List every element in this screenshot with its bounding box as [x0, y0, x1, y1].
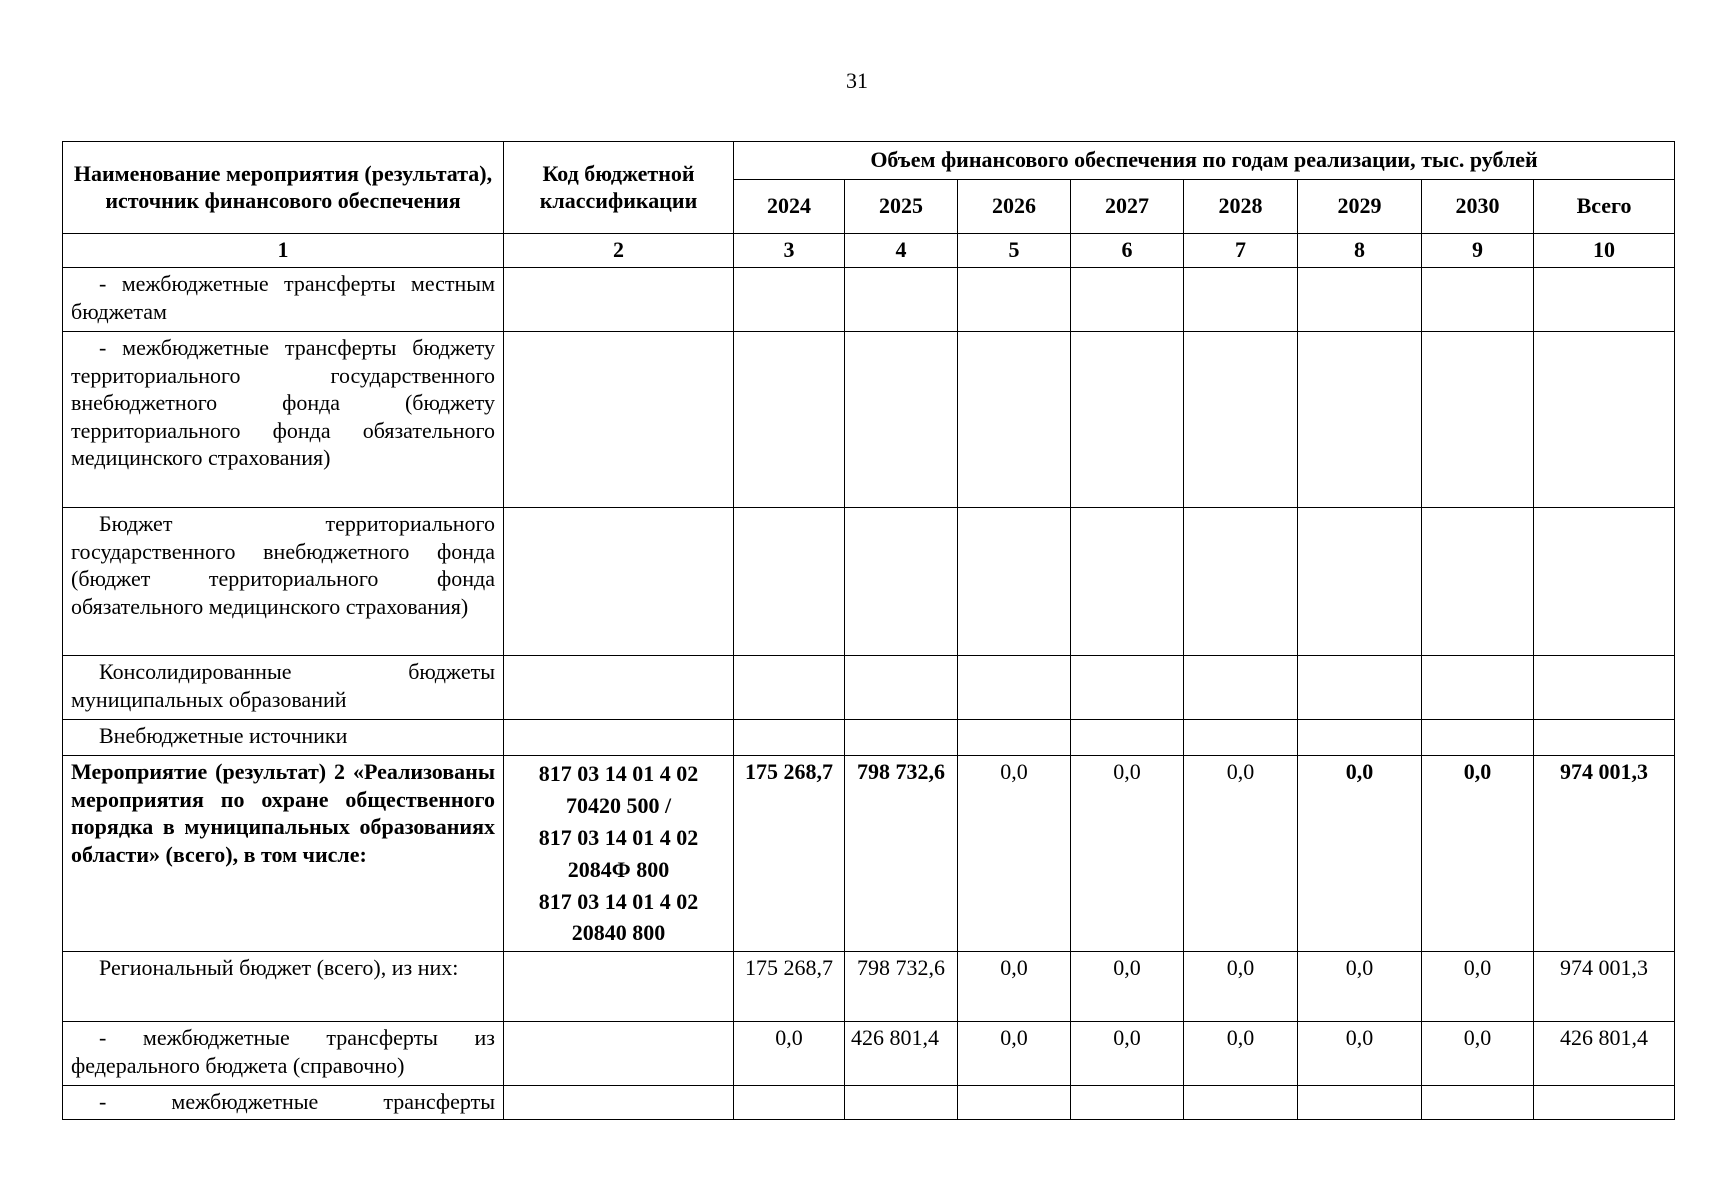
row-name: Бюджет территориального государственного внебюджетного фонда (бюджет территориального фонда обязательного медицинского страхования) — [63, 508, 504, 656]
row-name: - межбюджетные трансферты из федерального бюджета (справочно) — [63, 1022, 504, 1086]
row-value — [1534, 720, 1675, 756]
row-code — [504, 508, 734, 656]
row-value — [845, 656, 958, 720]
row-value: 0,0 — [958, 756, 1071, 952]
table-row — [63, 1022, 1675, 1086]
header-year: 2024 — [734, 180, 845, 234]
row-value — [734, 720, 845, 756]
row-value: 0,0 — [1298, 756, 1422, 952]
row-value — [958, 508, 1071, 656]
header-year: 2026 — [958, 180, 1071, 234]
row-value — [958, 656, 1071, 720]
row-value: 974 001,3 — [1534, 952, 1675, 1022]
row-name: - межбюджетные трансферты бюджету территориального государственного внебюджетного фонда (бюджету территориального фонда обязательного медицинского страхования) — [63, 332, 504, 508]
row-code — [504, 268, 734, 332]
row-value — [958, 720, 1071, 756]
row-name: Мероприятие (результат) 2 «Реализованы мероприятия по охране общественного порядка в муниципальных образованиях области» (всего), в том числе: — [63, 756, 504, 952]
row-name: - межбюджетные трансферты — [63, 1086, 504, 1120]
row-value — [1298, 1086, 1422, 1120]
page-number: 31 — [846, 68, 868, 93]
row-value — [1298, 332, 1422, 508]
row-value: 0,0 — [958, 952, 1071, 1022]
row-name: Консолидированные бюджеты муниципальных образований — [63, 656, 504, 720]
row-value — [734, 656, 845, 720]
column-number: 8 — [1298, 234, 1422, 268]
row-value — [1534, 1086, 1675, 1120]
row-value: 0,0 — [1422, 1022, 1534, 1086]
row-value — [1298, 720, 1422, 756]
row-value: 0,0 — [1298, 1022, 1422, 1086]
row-value — [1184, 656, 1298, 720]
row-value — [958, 1086, 1071, 1120]
row-value: 426 801,4 — [845, 1022, 958, 1086]
row-value — [1422, 508, 1534, 656]
row-value — [1422, 720, 1534, 756]
row-value — [845, 508, 958, 656]
budget-code-line: 817 03 14 01 4 02 — [538, 761, 699, 786]
row-value — [845, 720, 958, 756]
row-value — [1184, 720, 1298, 756]
row-value — [958, 332, 1071, 508]
budget-code-line: 2084Ф 800 — [567, 856, 670, 882]
table-row — [63, 1086, 1675, 1120]
row-value — [734, 1086, 845, 1120]
row-value — [1298, 656, 1422, 720]
row-value — [1534, 656, 1675, 720]
row-value — [1071, 1086, 1184, 1120]
row-value — [1534, 332, 1675, 508]
row-value: 798 732,6 — [845, 952, 958, 1022]
row-value — [734, 268, 845, 332]
budget-code-line: 70420 500 / — [565, 792, 672, 818]
row-value: 0,0 — [1298, 952, 1422, 1022]
header-year: 2030 — [1422, 180, 1534, 234]
header-total: Всего — [1534, 180, 1675, 234]
column-number: 7 — [1184, 234, 1298, 268]
row-value — [1071, 332, 1184, 508]
budget-code-line: 817 03 14 01 4 02 — [538, 824, 699, 850]
budget-code-line: 817 03 14 01 4 02 — [538, 888, 699, 914]
row-value: 0,0 — [1071, 952, 1184, 1022]
row-value: 798 732,6 — [845, 756, 958, 952]
column-number: 5 — [958, 234, 1071, 268]
row-value: 0,0 — [1071, 756, 1184, 952]
table-row — [63, 720, 1675, 756]
column-number: 4 — [845, 234, 958, 268]
header-year: 2025 — [845, 180, 958, 234]
row-value — [1071, 720, 1184, 756]
row-value: 0,0 — [1184, 756, 1298, 952]
row-value — [845, 1086, 958, 1120]
row-value — [1422, 332, 1534, 508]
table-row — [63, 508, 1675, 656]
row-value — [1422, 268, 1534, 332]
column-number: 3 — [734, 234, 845, 268]
row-value — [845, 268, 958, 332]
row-value: 0,0 — [1422, 756, 1534, 952]
row-name: - межбюджетные трансферты местным бюджетам — [63, 268, 504, 332]
row-code — [504, 756, 734, 952]
column-number: 10 — [1534, 234, 1675, 268]
column-number: 9 — [1422, 234, 1534, 268]
row-value — [1534, 268, 1675, 332]
row-value: 0,0 — [958, 1022, 1071, 1086]
header-year: 2027 — [1071, 180, 1184, 234]
row-code — [504, 1086, 734, 1120]
table-row-activity — [63, 756, 1675, 952]
row-value — [1298, 268, 1422, 332]
row-value: 175 268,7 — [734, 756, 845, 952]
row-code — [504, 332, 734, 508]
row-value — [1071, 508, 1184, 656]
financing-table — [62, 141, 1675, 1120]
budget-code-line: 20840 800 — [571, 920, 666, 946]
header-name: Наименование мероприятия (результата), источник финансового обеспечения — [63, 142, 504, 234]
table-row — [63, 952, 1675, 1022]
row-value — [1071, 656, 1184, 720]
row-value — [1184, 332, 1298, 508]
column-number: 6 — [1071, 234, 1184, 268]
header-volume: Объем финансового обеспечения по годам реализации, тыс. рублей — [734, 142, 1675, 180]
row-value — [1184, 268, 1298, 332]
row-value — [734, 508, 845, 656]
row-value — [1184, 1086, 1298, 1120]
row-value: 974 001,3 — [1534, 756, 1675, 952]
table-row — [63, 268, 1675, 332]
row-value — [1184, 508, 1298, 656]
row-code — [504, 656, 734, 720]
table-row — [63, 656, 1675, 720]
header-code: Код бюджетной классификации — [504, 142, 734, 234]
row-value — [734, 332, 845, 508]
row-value: 0,0 — [1184, 952, 1298, 1022]
table-row — [63, 332, 1675, 508]
header-year: 2029 — [1298, 180, 1422, 234]
row-value: 0,0 — [1071, 1022, 1184, 1086]
row-code — [504, 720, 734, 756]
row-value — [1071, 268, 1184, 332]
row-value: 0,0 — [734, 1022, 845, 1086]
row-code — [504, 952, 734, 1022]
row-name: Региональный бюджет (всего), из них: — [63, 952, 504, 1022]
row-code — [504, 1022, 734, 1086]
header-year: 2028 — [1184, 180, 1298, 234]
row-value — [1534, 508, 1675, 656]
column-number-row — [63, 234, 1675, 268]
column-number: 1 — [63, 234, 504, 268]
row-value: 0,0 — [1422, 952, 1534, 1022]
row-value — [1422, 656, 1534, 720]
row-value: 175 268,7 — [734, 952, 845, 1022]
row-name: Внебюджетные источники — [63, 720, 504, 756]
column-number: 2 — [504, 234, 734, 268]
row-value: 0,0 — [1184, 1022, 1298, 1086]
header-row-top — [63, 142, 1675, 180]
row-value — [1298, 508, 1422, 656]
row-value — [1422, 1086, 1534, 1120]
row-value — [845, 332, 958, 508]
row-value: 426 801,4 — [1534, 1022, 1675, 1086]
row-value — [958, 268, 1071, 332]
